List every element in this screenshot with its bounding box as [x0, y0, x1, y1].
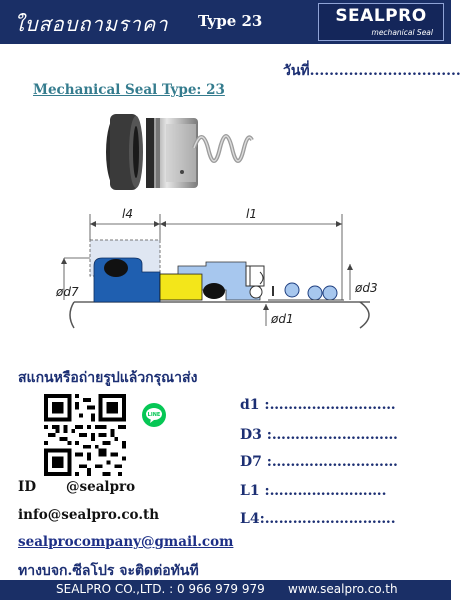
email-address[interactable]: info@sealpro.co.th [18, 507, 160, 523]
seal-type-label: Type 23 [198, 12, 263, 30]
footer-bar [0, 580, 451, 600]
label-d1: ød1 [271, 312, 294, 326]
footer-website[interactable]: www.sealpro.co.th [288, 582, 398, 596]
label-d3: ød3 [355, 281, 378, 295]
seal-photo [96, 108, 256, 196]
seal-cross-section-diagram [56, 200, 390, 330]
label-l1: l1 [246, 207, 257, 221]
footer-company-phone: SEALPRO CO.,LTD. : 0 966 979 979 [56, 582, 265, 596]
scan-instruction: สแกนหรือถ่ายรูปแล้วกรุณาส่ง [18, 370, 198, 386]
line-qr-code[interactable] [44, 394, 126, 476]
field-d3[interactable]: D3 :……………………… [240, 427, 398, 443]
form-title: ใบสอบถามราคา [14, 12, 169, 36]
line-app-icon[interactable] [141, 402, 167, 428]
line-icon-text: LINE [147, 412, 161, 418]
field-d7[interactable]: D7 :……………………… [240, 454, 398, 470]
label-l4: l4 [122, 207, 133, 221]
field-l4[interactable]: L4:………………………. [240, 511, 396, 527]
date-field[interactable]: วันที่............................... [283, 63, 461, 79]
line-id-value: @sealpro [66, 479, 136, 495]
gmail-link[interactable]: sealprocompany@gmail.com [18, 534, 234, 550]
contact-promise-text: ทางบจก.ซีลโปร จะติดต่อทันที [18, 563, 199, 579]
field-d1[interactable]: d1 :……………………… [240, 397, 396, 413]
logo-tagline: mechanical Seal [371, 28, 433, 37]
label-d7: ød7 [56, 285, 79, 299]
sealpro-logo [318, 3, 444, 41]
product-subtitle: Mechanical Seal Type: 23 [33, 82, 225, 98]
field-l1[interactable]: L1 :……………………. [240, 483, 387, 499]
header-bar [0, 0, 451, 44]
logo-wordmark: SEALPRO [335, 6, 427, 26]
id-label: ID [18, 479, 37, 495]
